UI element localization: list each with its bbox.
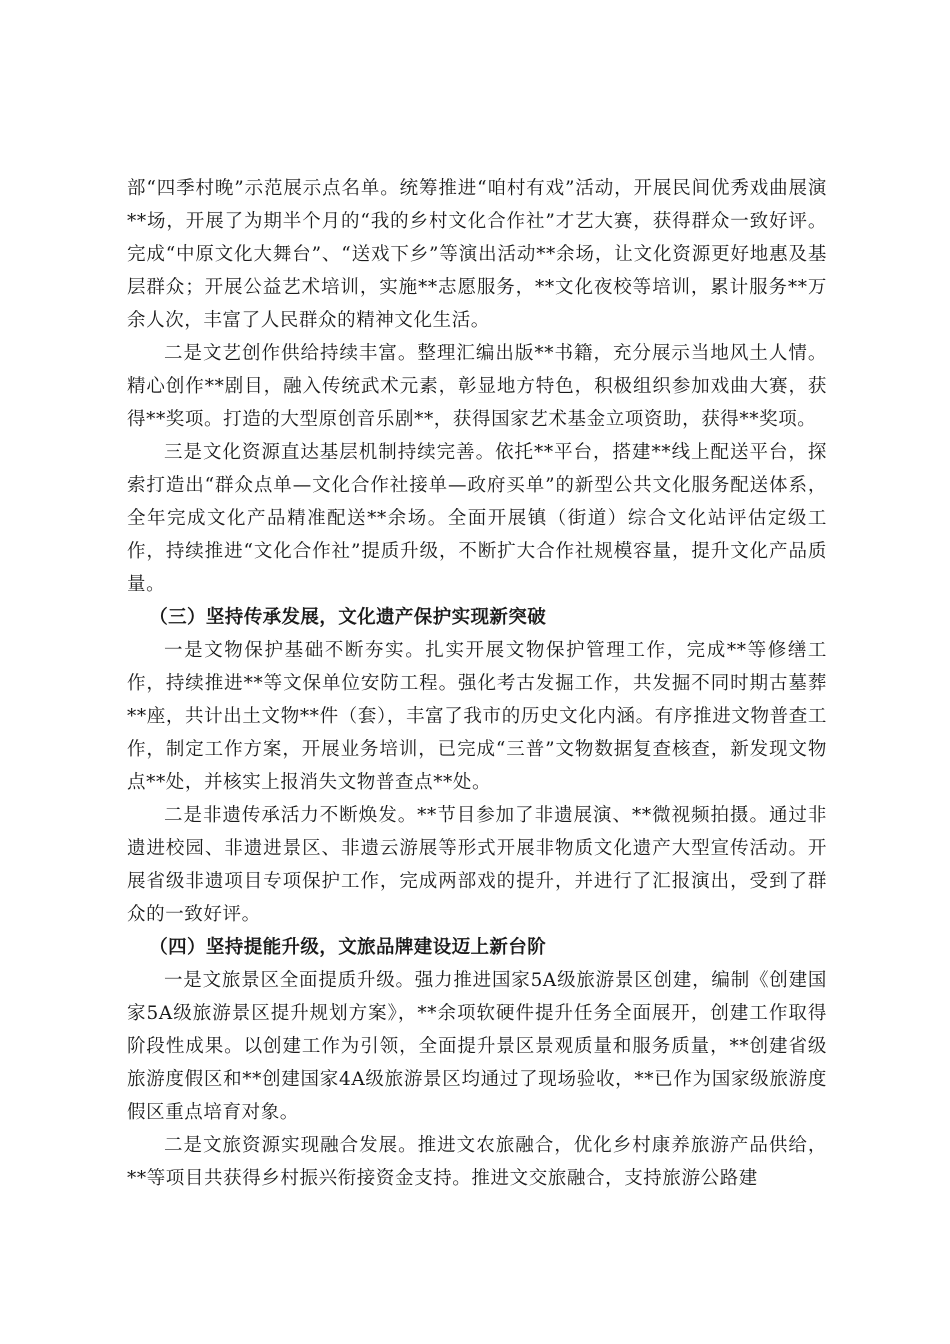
paragraph-cultural-resources: 三是文化资源直达基层机制持续完善。依托**平台，搭建**线上配送平台，探索打造出“群众点单—文化合作社接单—政府买单”的新型公共文化服务配送体系，全年完成文化产品精准配送**余场。全面开展镇（街道）综合文化站评估定级工作，持续推进“文化合作社”提质升级，不断扩大合作社规模容量，提升文化产品质量。 [127,442,827,595]
paragraph-integration: 二是文旅资源实现融合发展。推进文农旅融合，优化乡村康养旅游产品供给，**等项目共获得乡村振兴衔接资金支持。推进文交旅融合，支持旅游公路建 [127,1135,827,1189]
paragraph-intangible-heritage: 二是非遗传承活力不断焕发。**节目参加了非遗展演、**微视频拍摄。通过非遗进校园、非遗进景区、非遗云游展等形式开展非物质文化遗产大型宣传活动。开展省级非遗项目专项保护工作，完成两部戏的提升，并进行了汇报演出，受到了群众的一致好评。 [127,805,827,925]
paragraph-continued: 部“四季村晚”示范展示点名单。统筹推进“咱村有戏”活动，开展民间优秀戏曲展演**场，开展了为期半个月的“我的乡村文化合作社”才艺大赛，获得群众一致好评。完成“中原文化大舞台”、“送戏下乡”等演出活动**余场，让文化资源更好地惠及基层群众；开展公益艺术培训，实施**志愿服务，**文化夜校等培训，累计服务**万余人次，丰富了人民群众的精神文化生活。 [127,178,827,331]
paragraph-scenic-upgrade: 一是文旅景区全面提质升级。强力推进国家5A级旅游景区创建，编制《创建国家5A级旅游景区提升规划方案》，**余项软硬件提升任务全面展开，创建工作取得阶段性成果。以创建工作为引领，全面提升景区景观质量和服务质量，**创建省级旅游度假区和**创建国家4A级旅游景区均通过了现场验收，**已作为国家级旅游度假区重点培育对象。 [127,970,827,1123]
document-body [127,172,827,1195]
section-heading-4: （四）坚持提能升级，文旅品牌建设迈上新台阶 [149,937,547,958]
paragraph-relic-protection: 一是文物保护基础不断夯实。扎实开展文物保护管理工作，完成**等修缮工作，持续推进**等文保单位安防工程。强化考古发掘工作，共发掘不同时期古墓葬**座，共计出土文物**件（套），丰富了我市的历史文化内涵。有序推进文物普查工作，制定工作方案，开展业务培训，已完成“三普”文物数据复查核查，新发现文物点**处，并核实上报消失文物普查点**处。 [127,640,827,793]
section-heading-3: （三）坚持传承发展，文化遗产保护实现新突破 [149,607,547,628]
paragraph-literary-creation: 二是文艺创作供给持续丰富。整理汇编出版**书籍，充分展示当地风土人情。精心创作**剧目，融入传统武术元素，彰显地方特色，积极组织参加戏曲大赛，获得**奖项。打造的大型原创音乐剧**，获得国家艺术基金立项资助，获得**奖项。 [127,343,827,430]
